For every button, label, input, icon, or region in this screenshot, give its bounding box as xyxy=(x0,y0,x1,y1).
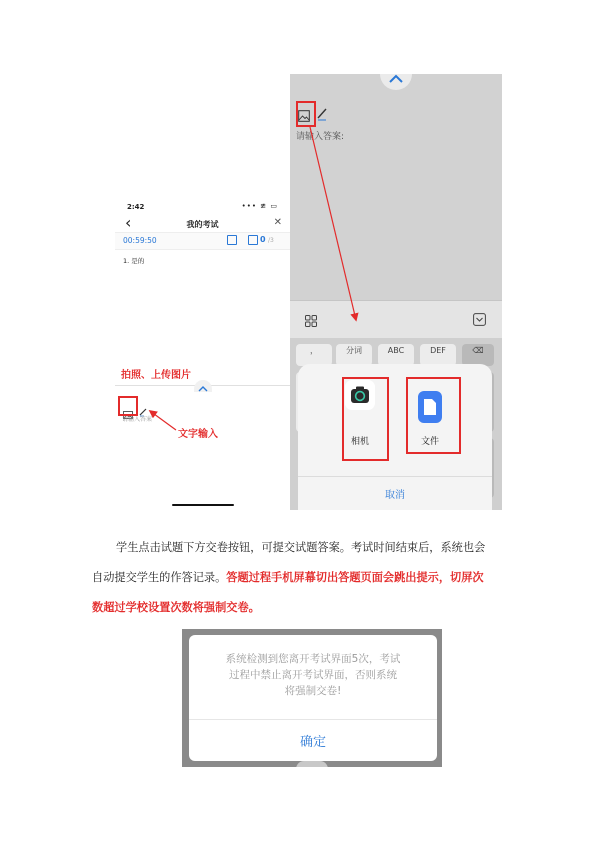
status-icons: ••• ≇ ▭ xyxy=(241,202,278,210)
paragraph-emphasis: 答题过程手机屏幕切出答题页面会跳出提示，切屏次 xyxy=(226,571,484,584)
answer-input-placeholder[interactable]: 请输入答案 xyxy=(122,416,153,423)
paragraph-emphasis: 数超过学校设置次数将强制交卷。 xyxy=(92,601,260,614)
dialog-message xyxy=(189,651,437,699)
question-total: /3 xyxy=(268,237,274,244)
close-icon[interactable]: ✕ xyxy=(273,217,282,228)
countdown-timer: 00:59:50 xyxy=(123,236,157,245)
paragraph-line-1: 学生点击试题下方交卷按钮，可提交试题答案。考试时间结束后，系统也会 xyxy=(116,541,486,554)
annotation-photo-upload: 拍照、上传图片 xyxy=(121,370,191,381)
arrow-to-action-sheet xyxy=(310,127,356,320)
dialog-message-line: 过程中禁止离开考试界面，否则系统 xyxy=(229,669,397,681)
annotation-text-input: 文字输入 xyxy=(178,429,218,440)
expand-handle xyxy=(296,761,328,767)
answer-input-placeholder[interactable]: 请输入答案: xyxy=(296,132,345,142)
cancel-button[interactable]: 取消 xyxy=(385,490,405,501)
key-comma[interactable]: ， xyxy=(296,344,332,366)
paragraph-line-3 xyxy=(92,593,260,623)
file-label: 文件 xyxy=(420,437,439,447)
confirm-button[interactable]: 确定 xyxy=(299,735,326,750)
answered-count: 0 xyxy=(260,235,266,244)
divider xyxy=(189,719,437,720)
dialog-message-line: 系统检测到您离开考试界面5次，考试 xyxy=(225,653,401,665)
back-icon[interactable]: ‹ xyxy=(125,213,132,232)
camera-label: 相机 xyxy=(350,437,369,447)
key-abc[interactable]: ABC xyxy=(378,344,414,366)
key-backspace[interactable]: ⌫ xyxy=(462,344,494,366)
arrow-to-text-input xyxy=(150,411,176,430)
paragraph-text: 自动提交学生的作答记录。 xyxy=(92,571,227,584)
dialog-message-line: 将强制交卷! xyxy=(284,685,342,697)
question-text: 1. 是的 xyxy=(123,257,145,265)
status-time: 2:42 xyxy=(127,203,145,211)
paragraph-line-2 xyxy=(92,563,484,593)
key-segment[interactable]: 分词 xyxy=(336,344,372,366)
key-def[interactable]: DEF xyxy=(420,344,456,366)
nav-title: 我的考试 xyxy=(186,220,219,229)
warning-dialog-screenshot xyxy=(182,629,442,767)
